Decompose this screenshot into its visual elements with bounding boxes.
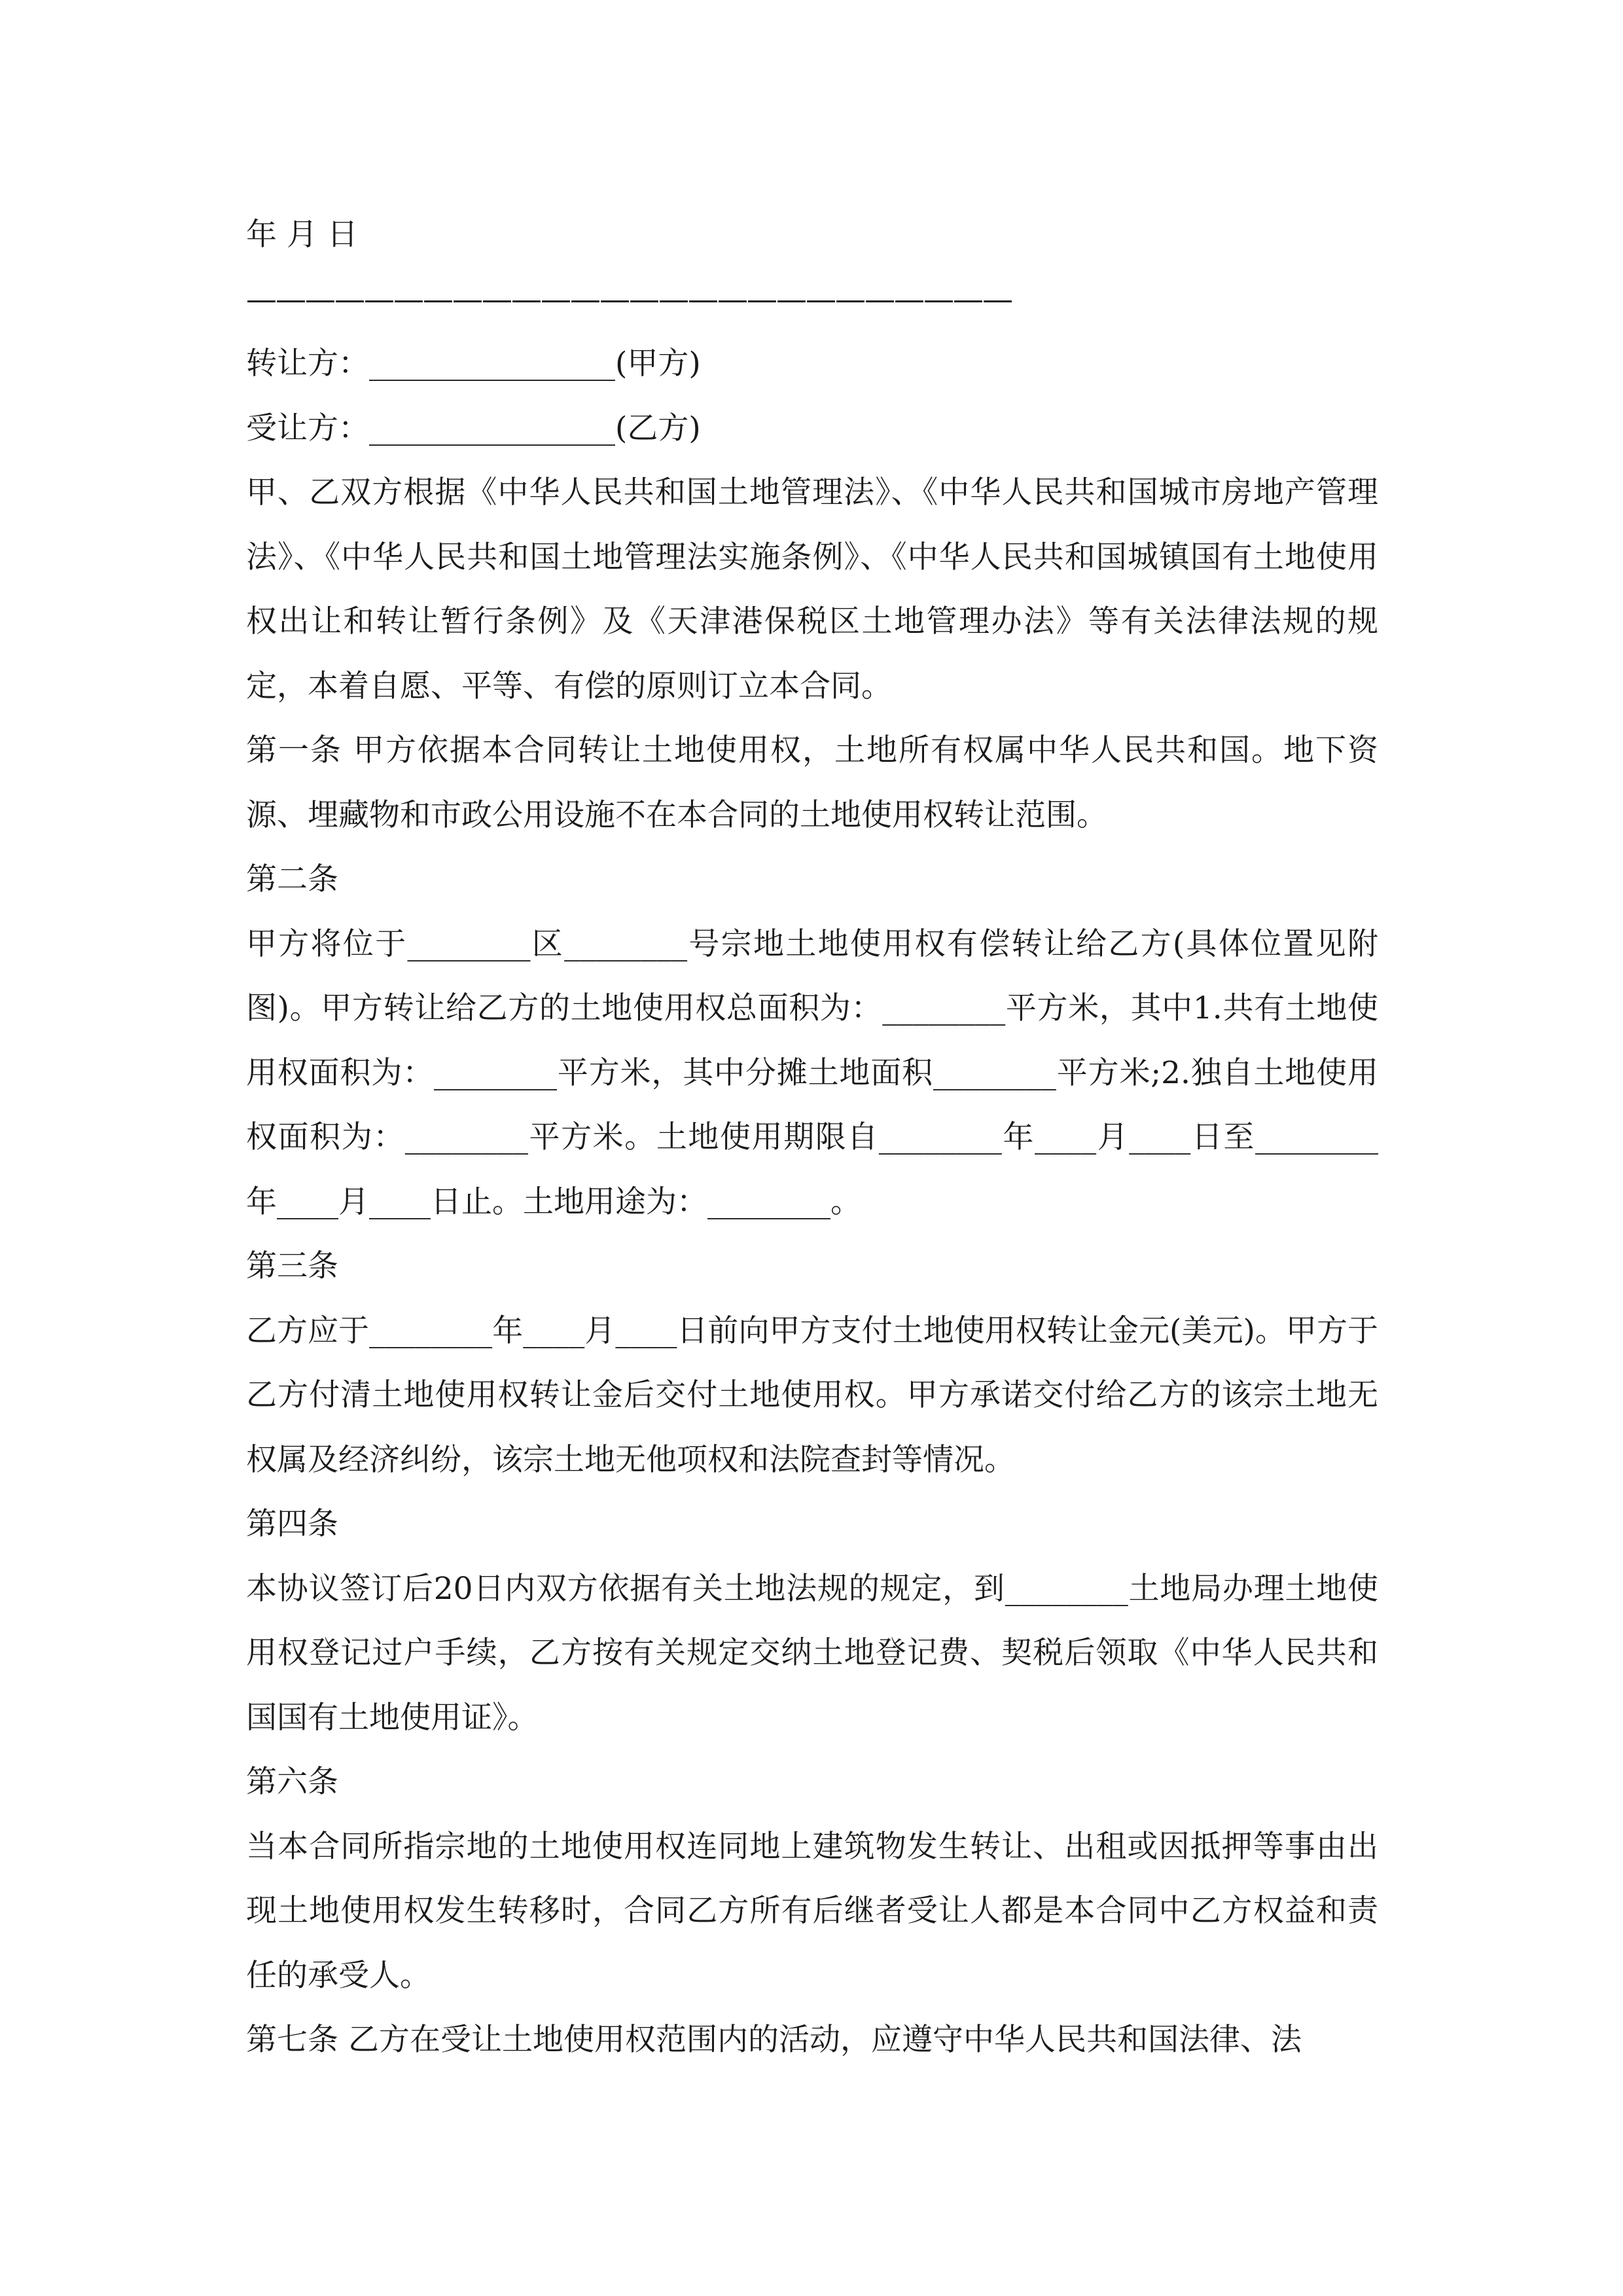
preamble-paragraph: 甲、乙双方根据《中华人民共和国土地管理法》、《中华人民共和国城市房地产管理法》、《中华人民共和国土地管理法实施条例》、《中华人民共和国城镇国有土地使用权出让和转让暂行条例》及《天津港保税区土地管理办法》等有关法律法规的规定，本着自愿、平等、有偿的原则订立本合同。	[246, 475, 1378, 704]
article-3-body: 乙方应于________年____月____日前向甲方支付土地使用权转让金元(美元)。甲方于乙方付清土地使用权转让金后交付土地使用权。甲方承诺交付给乙方的该宗土地无权属及经济纠纷，该宗土地无他项权和法院查封等情况。	[246, 1312, 1378, 1478]
date-line: 年 月 日	[246, 217, 358, 253]
separator-line: ——————————————————————————	[246, 281, 1012, 317]
article-7: 第七条 乙方在受让土地使用权范围内的活动，应遵守中华人民共和国法律、法	[246, 2022, 1302, 2058]
article-1: 第一条 甲方依据本合同转让土地使用权，土地所有权属中华人民共和国。地下资源、埋藏物和市政公用设施不在本合同的土地使用权转让范围。	[246, 732, 1378, 833]
article-6-body: 当本合同所指宗地的土地使用权连同地上建筑物发生转让、出租或因抵押等事由出现土地使用权发生转移时，合同乙方所有后继者受让人都是本合同中乙方权益和责任的承受人。	[246, 1828, 1378, 1994]
transferee-line: 受让方：________________(乙方)	[246, 410, 701, 446]
article-4-title: 第四条	[246, 1506, 338, 1542]
article-2-body: 甲方将位于________区________号宗地土地使用权有偿转让给乙方(具体位置见附图)。甲方转让给乙方的土地使用权总面积为：________平方米，其中1.共有土地使用权面积为：________平方米，其中分摊土地面积________平方米;2.独自土地使用权面积为：________平方米。土地使用期限自________年____月____日至________年____月____日止。土地用途为：________。	[246, 925, 1378, 1220]
article-6-title: 第六条	[246, 1764, 338, 1800]
article-3-title: 第三条	[246, 1248, 338, 1284]
contract-body	[246, 203, 1378, 2073]
transferor-line: 转让方：________________(甲方)	[246, 346, 701, 382]
article-4-body: 本协议签订后20日内双方依据有关土地法规的规定，到________土地局办理土地使用权登记过户手续，乙方按有关规定交纳土地登记费、契税后领取《中华人民共和国国有土地使用证》。	[246, 1570, 1378, 1736]
article-2-title: 第二条	[246, 861, 338, 897]
